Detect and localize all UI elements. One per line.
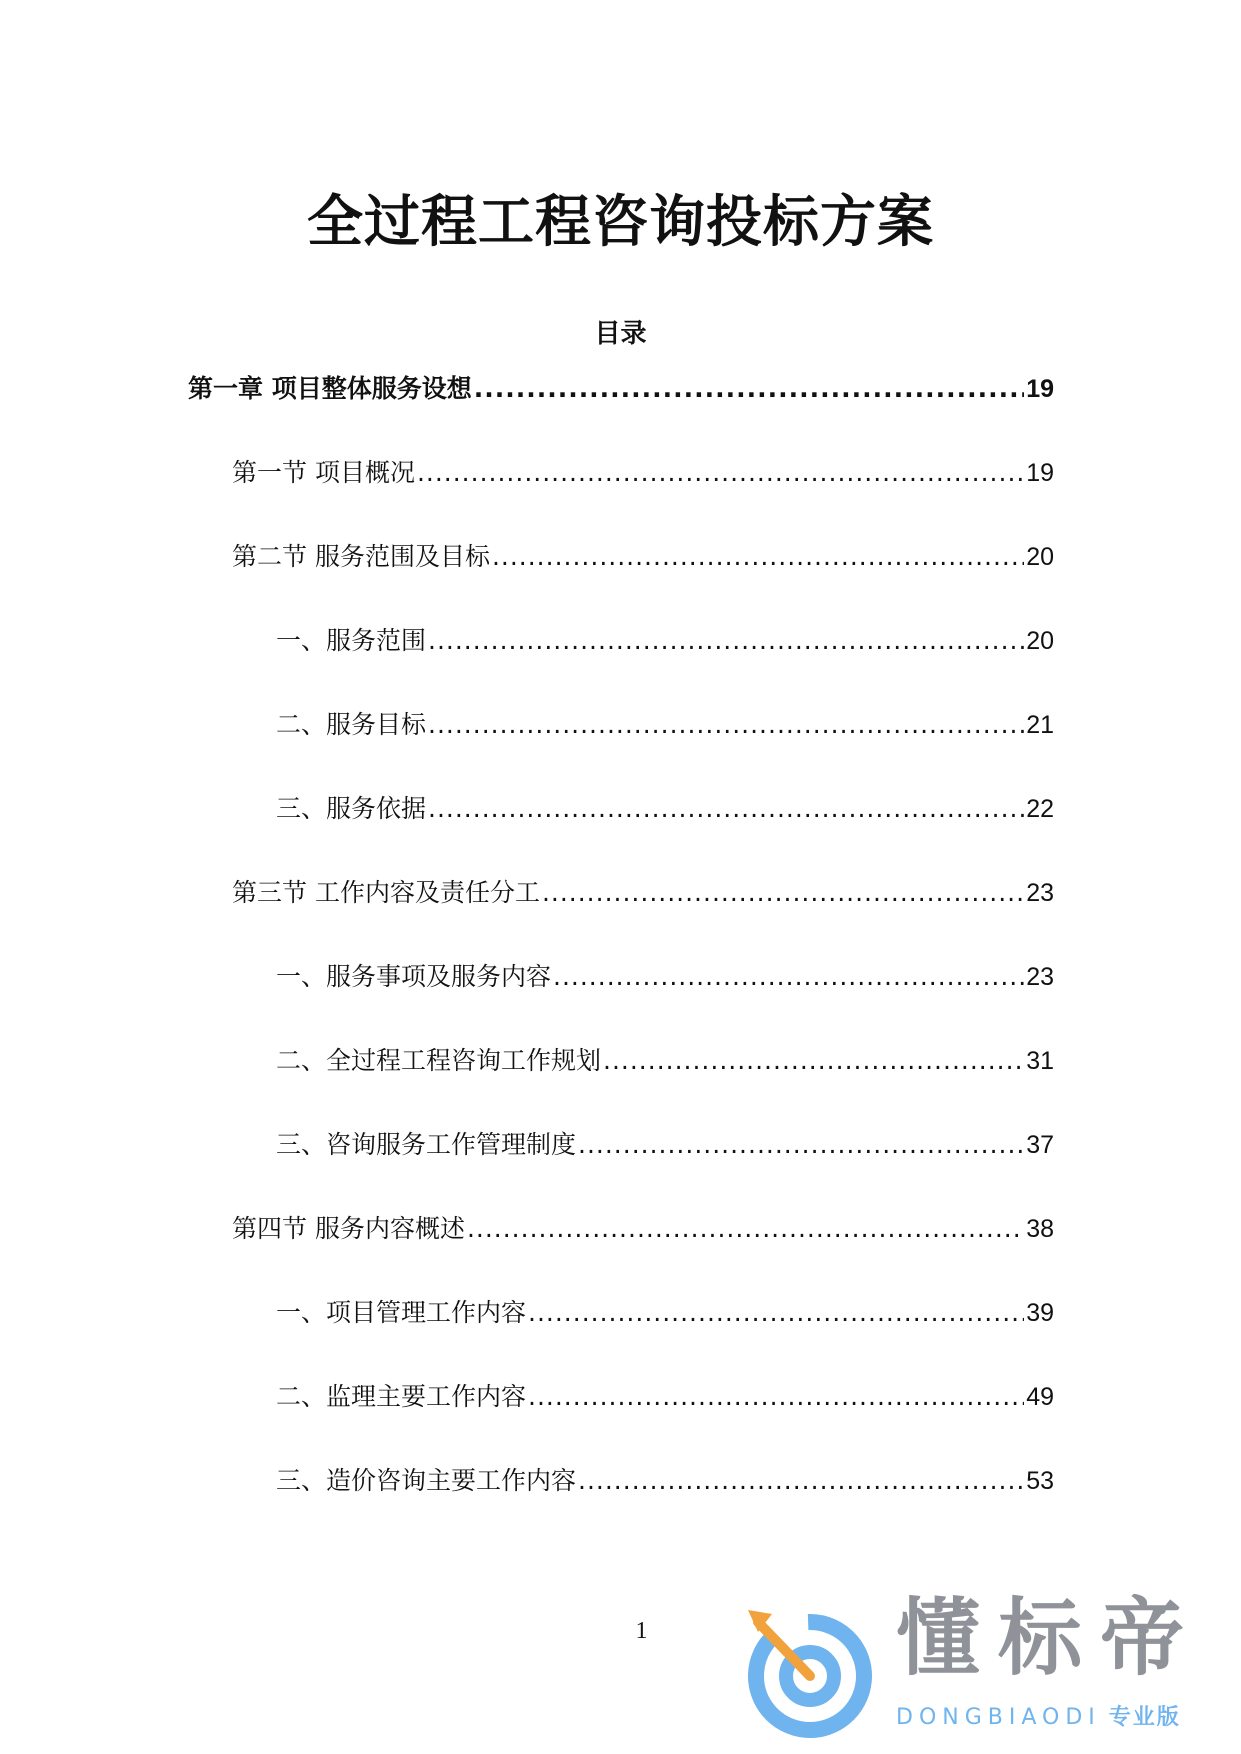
toc-entry-label: 一、服务范围 (276, 626, 427, 655)
table-of-contents (188, 368, 1054, 1544)
toc-entry-page: 53 (1026, 1467, 1054, 1495)
toc-dot-leader (542, 872, 1024, 914)
toc-dot-leader (603, 1040, 1024, 1082)
toc-entry-label: 二、监理主要工作内容 (276, 1382, 527, 1411)
toc-entry[interactable] (188, 1124, 1054, 1208)
toc-entry-page: 37 (1026, 1131, 1054, 1159)
toc-dot-leader (428, 788, 1024, 830)
toc-entry-page: 21 (1026, 711, 1054, 739)
toc-entry-page: 19 (1026, 375, 1054, 403)
toc-entry-label: 第二节 服务范围及目标 (232, 542, 490, 571)
toc-entry-label: 三、服务依据 (276, 794, 427, 823)
toc-entry-page: 31 (1026, 1047, 1054, 1075)
toc-entry-label: 一、服务事项及服务内容 (276, 962, 552, 991)
toc-dot-leader (528, 1376, 1024, 1418)
toc-entry[interactable] (188, 536, 1054, 620)
toc-entry[interactable] (188, 368, 1054, 452)
toc-entry-page: 39 (1026, 1299, 1054, 1327)
toc-entry[interactable] (188, 956, 1054, 1040)
toc-dot-leader (492, 536, 1024, 578)
toc-dot-leader (553, 956, 1024, 998)
toc-entry[interactable] (188, 1292, 1054, 1376)
toc-entry-label: 第一节 项目概况 (232, 458, 415, 487)
toc-entry[interactable] (188, 1040, 1054, 1124)
toc-entry-page: 19 (1026, 459, 1054, 487)
toc-entry-label: 第四节 服务内容概述 (232, 1214, 465, 1243)
toc-heading: 目录 (594, 319, 647, 349)
toc-entry-label: 二、全过程工程咨询工作规划 (276, 1046, 602, 1075)
watermark-subtitle (896, 1704, 1181, 1732)
toc-entry-page: 22 (1026, 795, 1054, 823)
toc-dot-leader (474, 368, 1024, 410)
toc-dot-leader (578, 1124, 1024, 1166)
toc-entry[interactable] (188, 1460, 1054, 1544)
toc-entry-page: 49 (1026, 1383, 1054, 1411)
toc-entry-page: 38 (1026, 1215, 1054, 1243)
toc-entry-page: 20 (1026, 543, 1054, 571)
watermark-logo (744, 1588, 1224, 1748)
toc-dot-leader (467, 1208, 1024, 1250)
toc-dot-leader (428, 620, 1024, 662)
watermark-brand: 懂标帝 (896, 1589, 1203, 1687)
toc-entry-label: 第三节 工作内容及责任分工 (232, 878, 540, 907)
toc-dot-leader (528, 1292, 1024, 1334)
toc-entry-label: 第一章 项目整体服务设想 (188, 374, 472, 403)
toc-entry[interactable] (188, 872, 1054, 956)
page-title: 全过程工程咨询投标方案 (307, 190, 934, 255)
watermark-subtitle-latin: DONGBIAODI (896, 1705, 1101, 1730)
toc-entry[interactable] (188, 620, 1054, 704)
target-arrow-icon (744, 1592, 874, 1742)
toc-entry-page: 23 (1026, 879, 1054, 907)
toc-entry-label: 三、咨询服务工作管理制度 (276, 1130, 577, 1159)
toc-entry[interactable] (188, 788, 1054, 872)
watermark-subtitle-cn: 专业版 (1108, 1705, 1181, 1730)
toc-entry-label: 一、项目管理工作内容 (276, 1298, 527, 1327)
toc-dot-leader (417, 452, 1024, 494)
toc-entry[interactable] (188, 704, 1054, 788)
toc-entry-page: 20 (1026, 627, 1054, 655)
toc-entry[interactable] (188, 452, 1054, 536)
toc-entry-label: 三、造价咨询主要工作内容 (276, 1466, 577, 1495)
page-number: 1 (635, 1618, 648, 1644)
toc-entry[interactable] (188, 1208, 1054, 1292)
toc-dot-leader (428, 704, 1024, 746)
toc-entry-label: 二、服务目标 (276, 710, 427, 739)
toc-entry[interactable] (188, 1376, 1054, 1460)
toc-entry-page: 23 (1026, 963, 1054, 991)
toc-dot-leader (578, 1460, 1024, 1502)
